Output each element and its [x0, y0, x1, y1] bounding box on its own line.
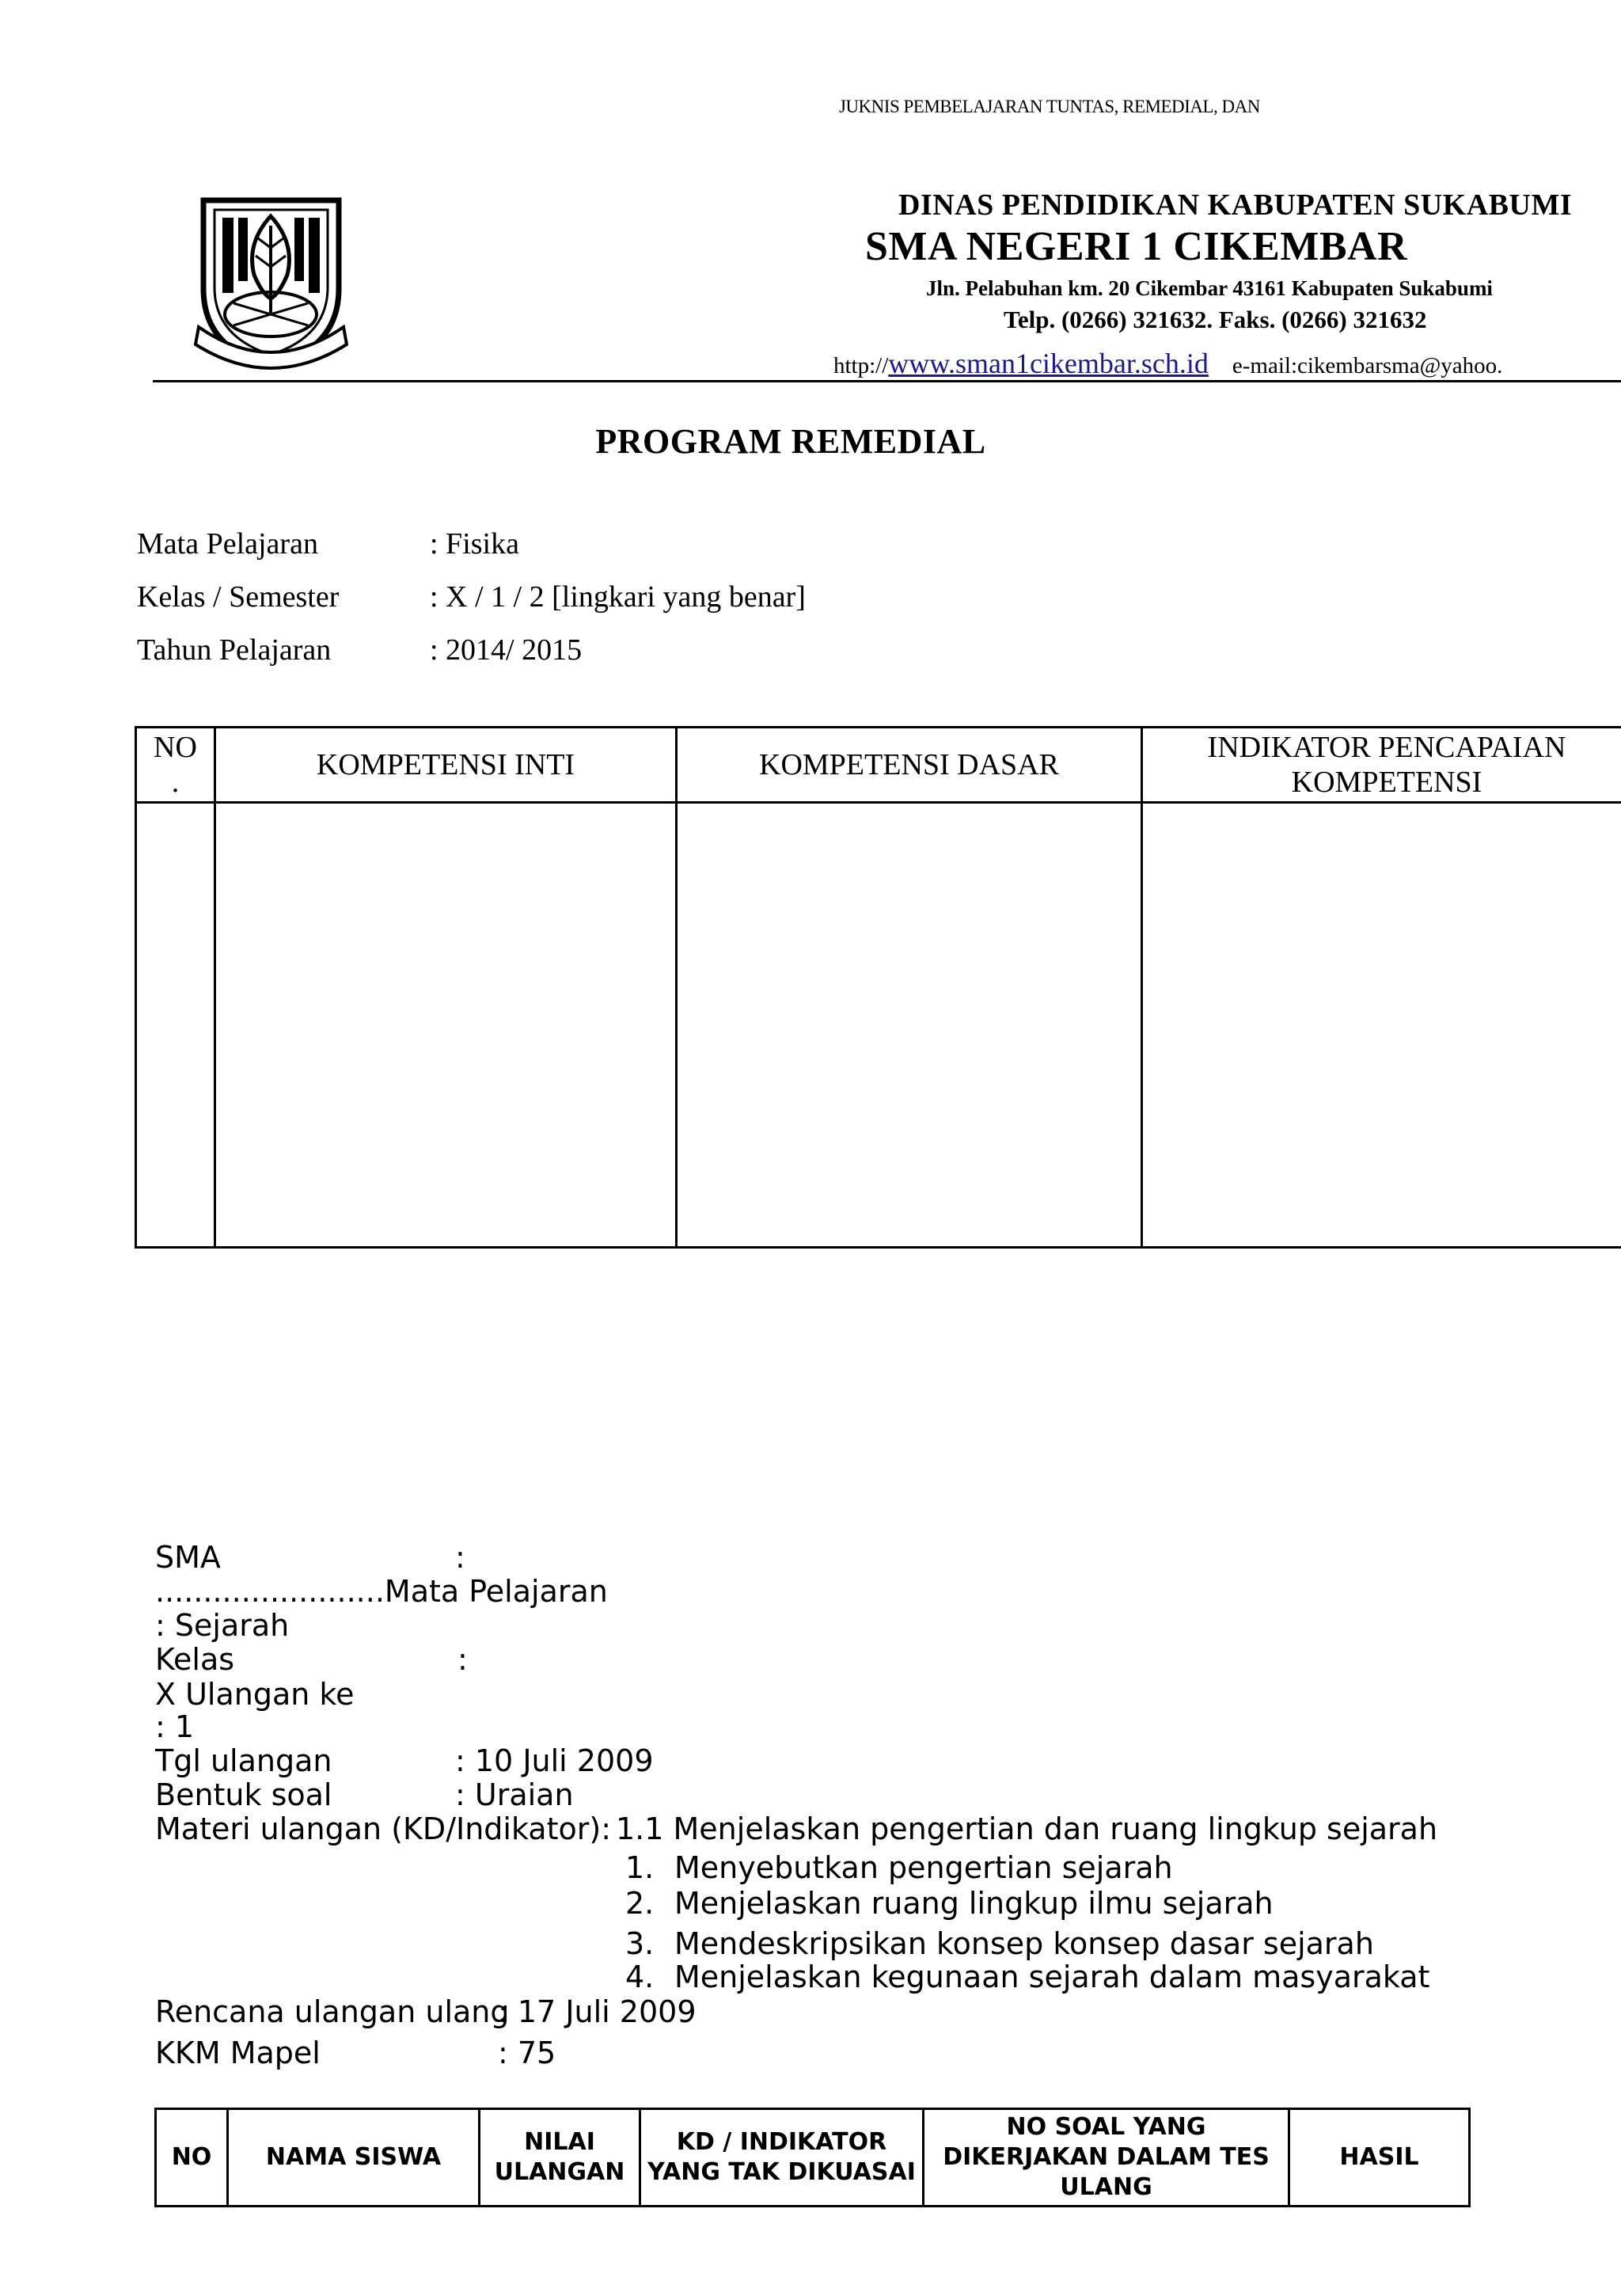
competency-table [135, 726, 1621, 1249]
exam-materi-label: Materi ulangan (KD/Indikator): [155, 1811, 611, 1846]
school-name: SMA NEGERI 1 CIKEMBAR [865, 224, 1408, 269]
exam-kelas-label: Kelas [155, 1642, 235, 1677]
exam-sma-colon: : [455, 1540, 465, 1575]
indicator-text: Menyebutkan pengertian sejarah [674, 1850, 1173, 1885]
contact-line [833, 347, 1502, 380]
header-no: NO . [136, 728, 215, 803]
remedial-student-table [154, 2108, 1471, 2207]
header-hasil: HASIL [1289, 2109, 1470, 2207]
header-no-soal: NO SOAL YANG DIKERJAKAN DALAM TES ULANG [924, 2109, 1289, 2207]
remedial-table-header [156, 2109, 1470, 2207]
competency-table-header [136, 728, 1621, 803]
competency-table-row [136, 803, 1621, 1248]
meta-value-class: : X / 1 / 2 [lingkari yang benar] [430, 580, 806, 614]
meta-value-subject: : Fisika [430, 527, 519, 561]
cell-indikator[interactable] [1142, 803, 1621, 1248]
school-crest-emblem-icon [194, 194, 348, 372]
header-kompetensi-dasar: KOMPETENSI DASAR [677, 728, 1142, 803]
header-nilai-ulangan: NILAI ULANGAN [480, 2109, 640, 2207]
meta-label-class: Kelas / Semester [137, 580, 340, 614]
indicator-num: 2. [625, 1886, 655, 1921]
indicator-text: Mendeskripsikan konsep konsep dasar sejarah [674, 1926, 1374, 1961]
exam-bentuk-label: Bentuk soal [155, 1777, 332, 1812]
exam-rencana-value: : 17 Juli 2009 [498, 1994, 697, 2029]
page-title: PROGRAM REMEDIAL [595, 422, 986, 461]
header-kompetensi-inti: KOMPETENSI INTI [215, 728, 677, 803]
header-divider [153, 380, 1621, 382]
header-indikator: INDIKATOR PENCAPAIAN KOMPETENSI [1142, 728, 1621, 803]
exam-mapel-value: : Sejarah [155, 1608, 290, 1643]
school-address: Jln. Pelabuhan km. 20 Cikembar 43161 Kabupaten Sukabumi [926, 276, 1493, 300]
exam-kkm-value: : 75 [498, 2036, 556, 2070]
header-nama-siswa: NAMA SISWA [228, 2109, 480, 2207]
indicator-text: Menjelaskan ruang lingkup ilmu sejarah [674, 1886, 1274, 1921]
web-prefix: http:// [833, 353, 889, 378]
cell-kompetensi-inti[interactable] [215, 803, 677, 1248]
indicator-text: Menjelaskan kegunaan sejarah dalam masyarakat [674, 1960, 1430, 1994]
indicator-num: 4. [625, 1960, 655, 1994]
exam-sma-label: SMA [155, 1540, 221, 1575]
school-phone: Telp. (0266) 321632. Faks. (0266) 321632 [1004, 306, 1427, 333]
exam-tgl-label: Tgl ulangan [155, 1743, 332, 1778]
meta-value-year: : 2014/ 2015 [430, 633, 583, 667]
email-address[interactable]: e-mail:cikembarsma@yahoo. [1232, 353, 1503, 378]
exam-mapel-label: Mata Pelajaran [384, 1574, 608, 1609]
indicator-num: 3. [625, 1926, 655, 1961]
exam-bentuk-value: : Uraian [455, 1777, 574, 1812]
header-kd-indikator: KD / INDIKATOR YANG TAK DIKUASAI [640, 2109, 924, 2207]
document-series-caption: JUKNIS PEMBELAJARAN TUNTAS, REMEDIAL, DAN [839, 97, 1260, 116]
meta-label-year: Tahun Pelajaran [137, 633, 332, 667]
exam-materi-kd: 1.1 Menjelaskan pengertian dan ruang lingkup sejarah [616, 1811, 1438, 1846]
exam-rencana-label: Rencana ulangan ulang [155, 1994, 510, 2029]
exam-tgl-value: : 10 Juli 2009 [455, 1743, 654, 1778]
cell-no[interactable] [136, 803, 215, 1248]
cell-kompetensi-dasar[interactable] [677, 803, 1142, 1248]
header-no: NO [156, 2109, 228, 2207]
exam-kelas-colon: : [457, 1642, 468, 1677]
exam-ulangan-value: : 1 [155, 1709, 195, 1744]
meta-label-subject: Mata Pelajaran [137, 527, 318, 561]
indicator-num: 1. [625, 1850, 655, 1885]
website-link[interactable]: www.sman1cikembar.sch.id [888, 348, 1209, 379]
exam-kelas-value: X Ulangan ke [155, 1677, 355, 1712]
exam-dots: ........................Mata Pelajaran [155, 1574, 608, 1609]
agency-name: DINAS PENDIDIKAN KABUPATEN SUKABUMI [898, 188, 1573, 222]
exam-kkm-label: KKM Mapel [155, 2036, 321, 2070]
